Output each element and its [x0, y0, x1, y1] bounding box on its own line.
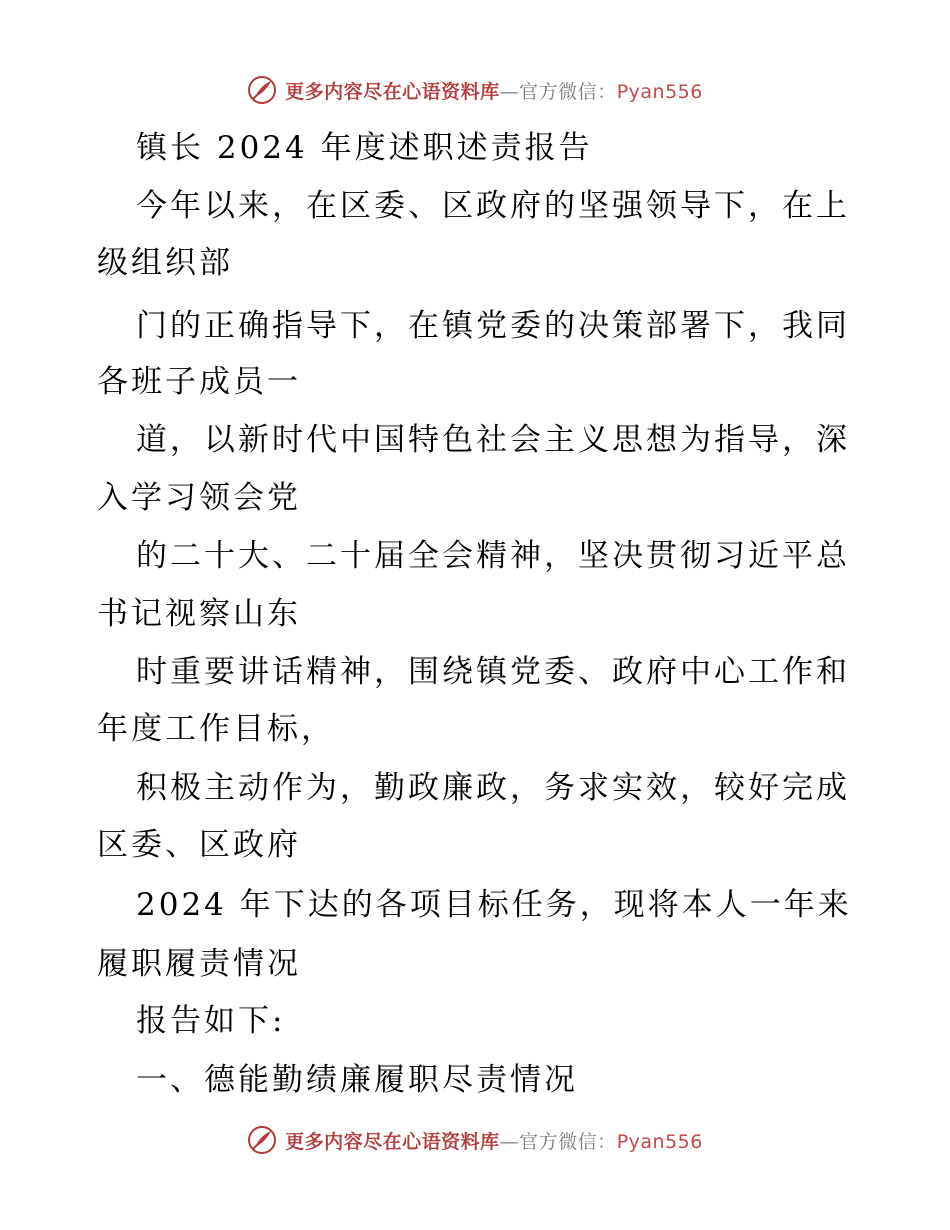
paragraph-line: 门的正确指导下，在镇党委的决策部署下，我同 — [136, 308, 850, 344]
paragraph-line: 各班子成员一 — [97, 364, 301, 400]
watermark-brand: 更多内容尽在心语资料库 — [285, 80, 500, 103]
document-title: 镇长 2024 年度述职述责报告 — [136, 130, 593, 166]
paragraph-line: 积极主动作为，勤政廉政，务求实效，较好完成 — [136, 770, 850, 806]
paragraph-line: 2024 年下达的各项目标任务，现将本人一年来 — [136, 887, 852, 923]
watermark-wechat-id: Pyan556 — [616, 1130, 703, 1153]
paragraph-line: 道，以新时代中国特色社会主义思想为指导，深 — [136, 422, 850, 458]
watermark-brand: 更多内容尽在心语资料库 — [285, 1130, 500, 1153]
watermark-banner-bottom — [0, 1120, 950, 1160]
feather-quill-logo-icon — [247, 1125, 277, 1155]
section-heading: 一、德能勤绩廉履职尽责情况 — [136, 1062, 578, 1098]
watermark-wechat-id: Pyan556 — [616, 80, 703, 103]
paragraph-line: 入学习领会党 — [97, 480, 301, 516]
watermark-text — [285, 77, 703, 104]
paragraph-line: 书记视察山东 — [97, 596, 301, 632]
paragraph-line: 年度工作目标， — [97, 711, 335, 747]
watermark-separator: — — [499, 1130, 520, 1153]
watermark-text — [285, 1127, 703, 1154]
paragraph-line: 区委、区政府 — [97, 827, 301, 863]
watermark-official: 官方微信： — [519, 80, 617, 103]
paragraph-line: 时重要讲话精神，围绕镇党委、政府中心工作和 — [136, 654, 850, 690]
watermark-official: 官方微信： — [519, 1130, 617, 1153]
paragraph-line: 今年以来，在区委、区政府的坚强领导下，在上 — [136, 188, 850, 224]
paragraph-line: 报告如下: — [136, 1003, 286, 1039]
watermark-separator: — — [499, 80, 520, 103]
paragraph-line: 级组织部 — [97, 245, 233, 281]
feather-quill-logo-icon — [247, 75, 277, 105]
paragraph-line: 的二十大、二十届全会精神，坚决贯彻习近平总 — [136, 538, 850, 574]
paragraph-line: 履职履责情况 — [97, 946, 301, 982]
watermark-banner-top — [0, 70, 950, 110]
